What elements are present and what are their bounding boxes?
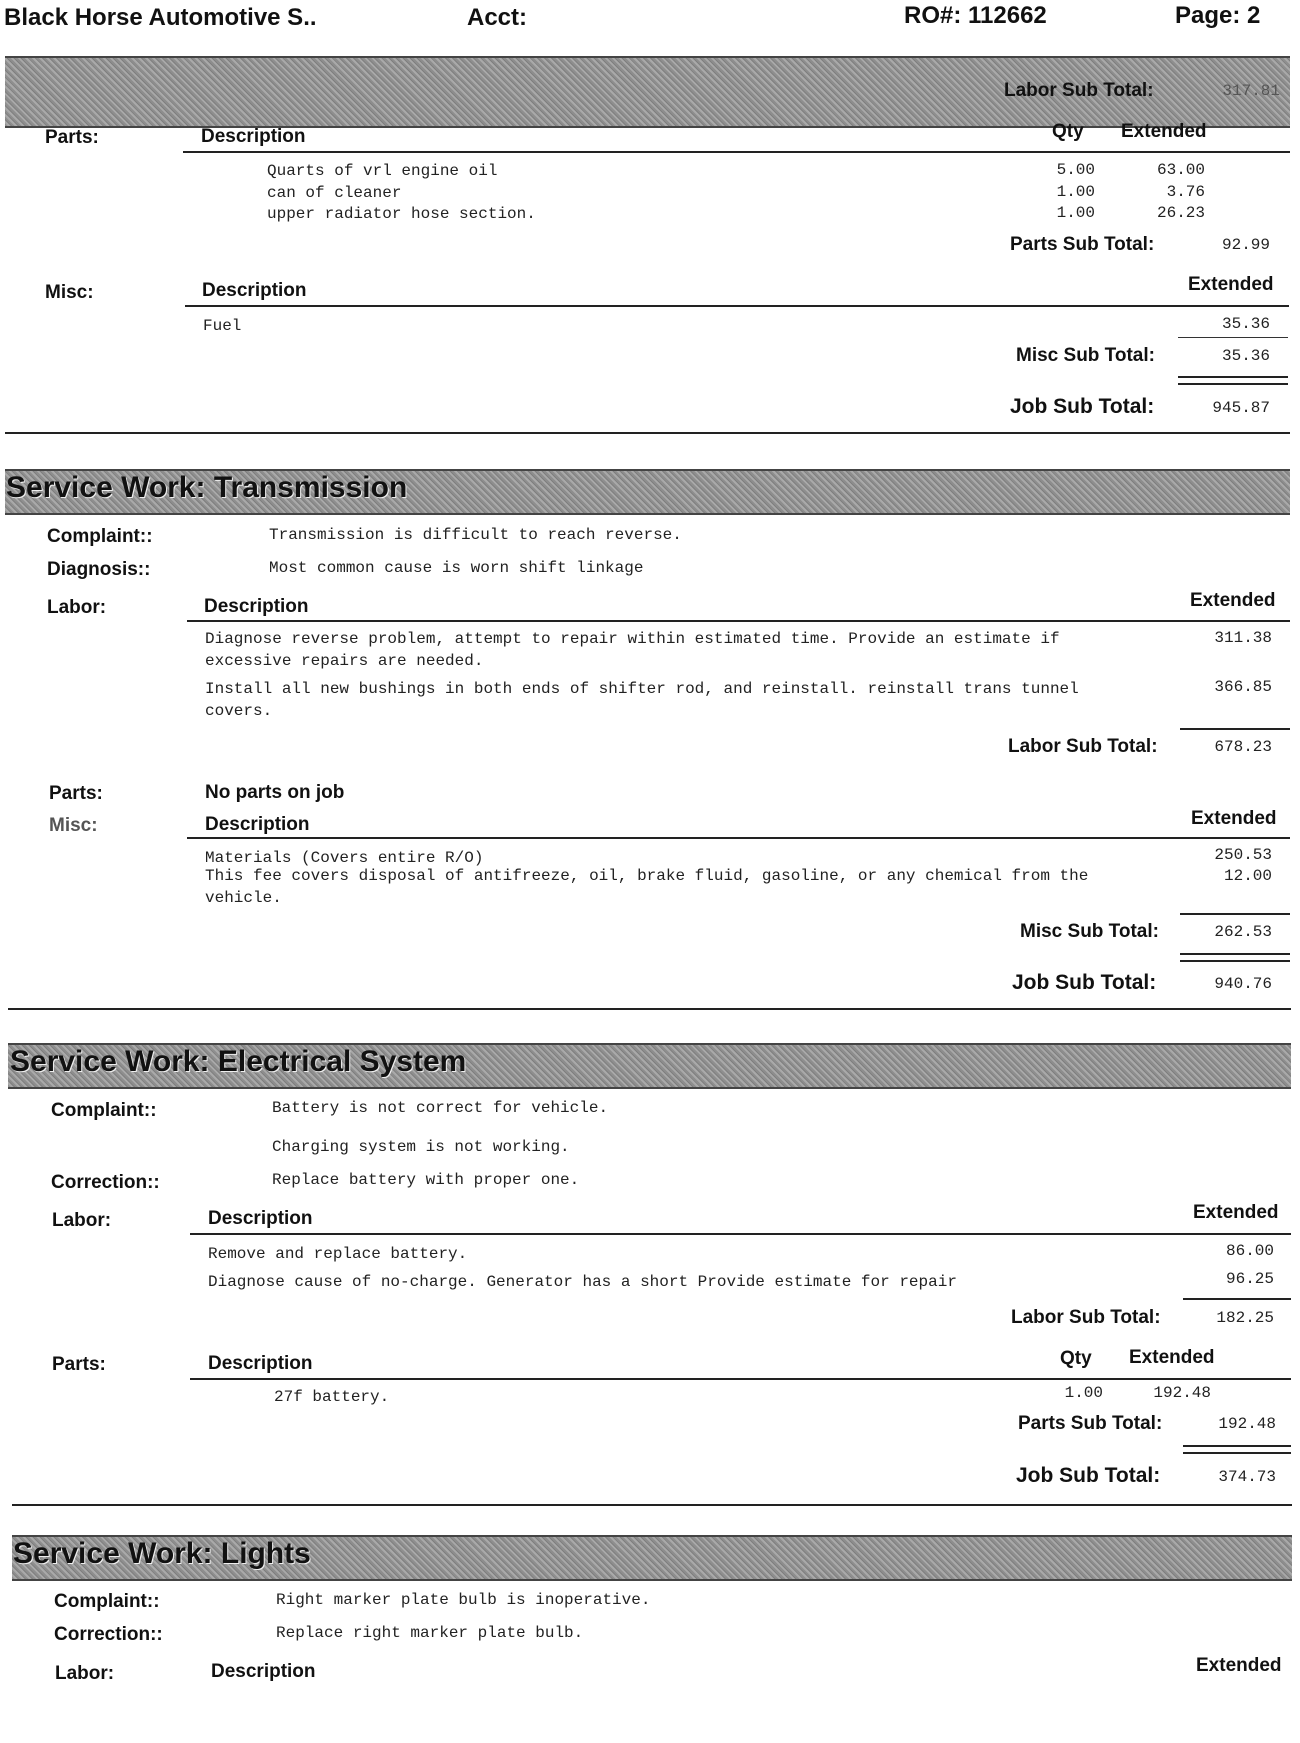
no-parts-text: No parts on job	[205, 782, 345, 803]
labor-label: Labor:	[47, 597, 107, 618]
extended-header: Extended	[1196, 1655, 1282, 1676]
misc-description: Materials (Covers entire R/O)	[205, 849, 484, 867]
labor-description: Diagnose reverse problem, attempt to repair within estimated time. Provide an estimate if	[205, 630, 1060, 648]
job-subtotal-value: 940.76	[1214, 975, 1272, 993]
extended-header: Extended	[1190, 590, 1276, 611]
correction-text: Replace right marker plate bulb.	[276, 1624, 584, 1642]
extended-header: Extended	[1193, 1202, 1279, 1223]
description-header: Description	[208, 1208, 313, 1229]
labor-subtotal-label: Labor Sub Total:	[1004, 80, 1154, 101]
correction-label: Correction::	[54, 1624, 163, 1645]
description-header: Description	[208, 1353, 313, 1374]
misc-label: Misc:	[49, 815, 98, 836]
extended-header: Extended	[1188, 274, 1274, 295]
header-rule	[185, 305, 1289, 307]
header-rule	[190, 1233, 1291, 1235]
subtotal-rule	[1180, 728, 1290, 730]
header-rule	[183, 151, 1290, 153]
labor-description: excessive repairs are needed.	[205, 652, 484, 670]
misc-subtotal-value: 262.53	[1214, 923, 1272, 941]
parts-subtotal-label: Parts Sub Total:	[1018, 1413, 1163, 1434]
job-divider	[12, 1504, 1292, 1506]
description-header: Description	[204, 596, 309, 617]
header-rule	[187, 837, 1290, 839]
complaint-label: Complaint::	[54, 1591, 160, 1612]
job-subtotal-label: Job Sub Total:	[1016, 1464, 1161, 1487]
description-header: Description	[202, 280, 307, 301]
double-rule	[1178, 376, 1288, 385]
acct-label: Acct:	[467, 4, 528, 31]
diagnosis-label: Diagnosis::	[47, 559, 151, 580]
complaint-text: Charging system is not working.	[272, 1138, 570, 1156]
labor-subtotal-label: Labor Sub Total:	[1008, 736, 1158, 757]
job-subtotal-label: Job Sub Total:	[1010, 395, 1155, 418]
misc-label: Misc:	[45, 282, 94, 303]
misc-subtotal-value: 35.36	[1221, 347, 1270, 365]
parts-label: Parts:	[45, 127, 99, 148]
correction-label: Correction::	[51, 1172, 160, 1193]
part-extended: 63.00	[1156, 161, 1205, 179]
complaint-text: Transmission is difficult to reach reverse.	[269, 526, 682, 544]
description-header: Description	[201, 126, 306, 147]
ro-number: RO#: 112662	[904, 2, 1047, 29]
double-rule	[1180, 953, 1290, 962]
labor-description: Install all new bushings in both ends of shifter rod, and reinstall. reinstall trans tunnel	[205, 680, 1079, 698]
labor-extended: 86.00	[1225, 1242, 1274, 1260]
section-title: Service Work: Transmission	[6, 471, 408, 504]
labor-subtotal-label: Labor Sub Total:	[1011, 1307, 1161, 1328]
job-subtotal-label: Job Sub Total:	[1012, 971, 1157, 994]
part-description: Quarts of vrl engine oil	[267, 162, 498, 180]
parts-subtotal-value: 192.48	[1218, 1415, 1276, 1433]
part-extended: 192.48	[1153, 1384, 1211, 1402]
page-number: Page: 2	[1175, 2, 1261, 29]
part-description: can of cleaner	[267, 184, 402, 202]
complaint-text: Right marker plate bulb is inoperative.	[276, 1591, 651, 1609]
extended-header: Extended	[1191, 808, 1277, 829]
labor-label: Labor:	[55, 1663, 115, 1684]
labor-extended: 366.85	[1214, 678, 1272, 696]
labor-description: Diagnose cause of no-charge. Generator has a short Provide estimate for repair	[208, 1273, 957, 1291]
part-extended: 3.76	[1166, 183, 1205, 201]
labor-subtotal-value: 678.23	[1214, 738, 1272, 756]
misc-description: Fuel	[203, 317, 242, 335]
parts-label: Parts:	[49, 783, 103, 804]
section-title: Service Work: Electrical System	[10, 1045, 467, 1078]
labor-label: Labor:	[52, 1210, 112, 1231]
misc-extended: 250.53	[1214, 846, 1272, 864]
complaint-label: Complaint::	[51, 1100, 157, 1121]
part-extended: 26.23	[1156, 204, 1205, 222]
correction-text: Replace battery with proper one.	[272, 1171, 580, 1189]
complaint-label: Complaint::	[47, 526, 153, 547]
job-divider	[8, 1008, 1291, 1010]
part-description: 27f battery.	[274, 1388, 390, 1406]
qty-header: Qty	[1052, 121, 1084, 142]
parts-label: Parts:	[52, 1354, 106, 1375]
part-description: upper radiator hose section.	[267, 205, 536, 223]
double-rule	[1183, 1445, 1291, 1454]
section-title: Service Work: Lights	[13, 1537, 311, 1570]
part-qty: 1.00	[1064, 1384, 1103, 1402]
job-divider	[5, 432, 1290, 434]
extended-header: Extended	[1129, 1347, 1215, 1368]
misc-description: This fee covers disposal of antifreeze, oil, brake fluid, gasoline, or any chemical from the	[205, 867, 1089, 885]
header-rule	[187, 620, 1290, 622]
labor-extended: 311.38	[1214, 629, 1272, 647]
job-subtotal-value: 374.73	[1218, 1468, 1276, 1486]
subtotal-rule	[1180, 913, 1290, 915]
complaint-text: Battery is not correct for vehicle.	[272, 1099, 609, 1117]
extended-header: Extended	[1121, 121, 1207, 142]
misc-extended: 35.36	[1221, 315, 1270, 333]
part-qty: 1.00	[1056, 183, 1095, 201]
description-header: Description	[211, 1661, 316, 1682]
diagnosis-text: Most common cause is worn shift linkage	[269, 559, 644, 577]
subtotal-rule	[1183, 1298, 1291, 1300]
shop-name: Black Horse Automotive S..	[4, 4, 317, 31]
part-qty: 5.00	[1056, 161, 1095, 179]
parts-subtotal-label: Parts Sub Total:	[1010, 234, 1155, 255]
subtotal-rule	[1178, 337, 1288, 338]
labor-subtotal-value: 182.25	[1216, 1309, 1274, 1327]
misc-subtotal-label: Misc Sub Total:	[1020, 921, 1159, 942]
parts-subtotal-value: 92.99	[1221, 236, 1270, 254]
labor-description: covers.	[205, 702, 273, 720]
part-qty: 1.00	[1056, 204, 1095, 222]
misc-description: vehicle.	[205, 889, 282, 907]
misc-extended: 12.00	[1223, 867, 1272, 885]
misc-subtotal-label: Misc Sub Total:	[1016, 345, 1155, 366]
labor-subtotal-value: 317.81	[1222, 82, 1280, 100]
header-rule	[190, 1378, 1291, 1380]
qty-header: Qty	[1060, 1348, 1092, 1369]
description-header: Description	[205, 814, 310, 835]
job-subtotal-value: 945.87	[1212, 399, 1270, 417]
labor-description: Remove and replace battery.	[208, 1245, 468, 1263]
labor-extended: 96.25	[1225, 1270, 1274, 1288]
